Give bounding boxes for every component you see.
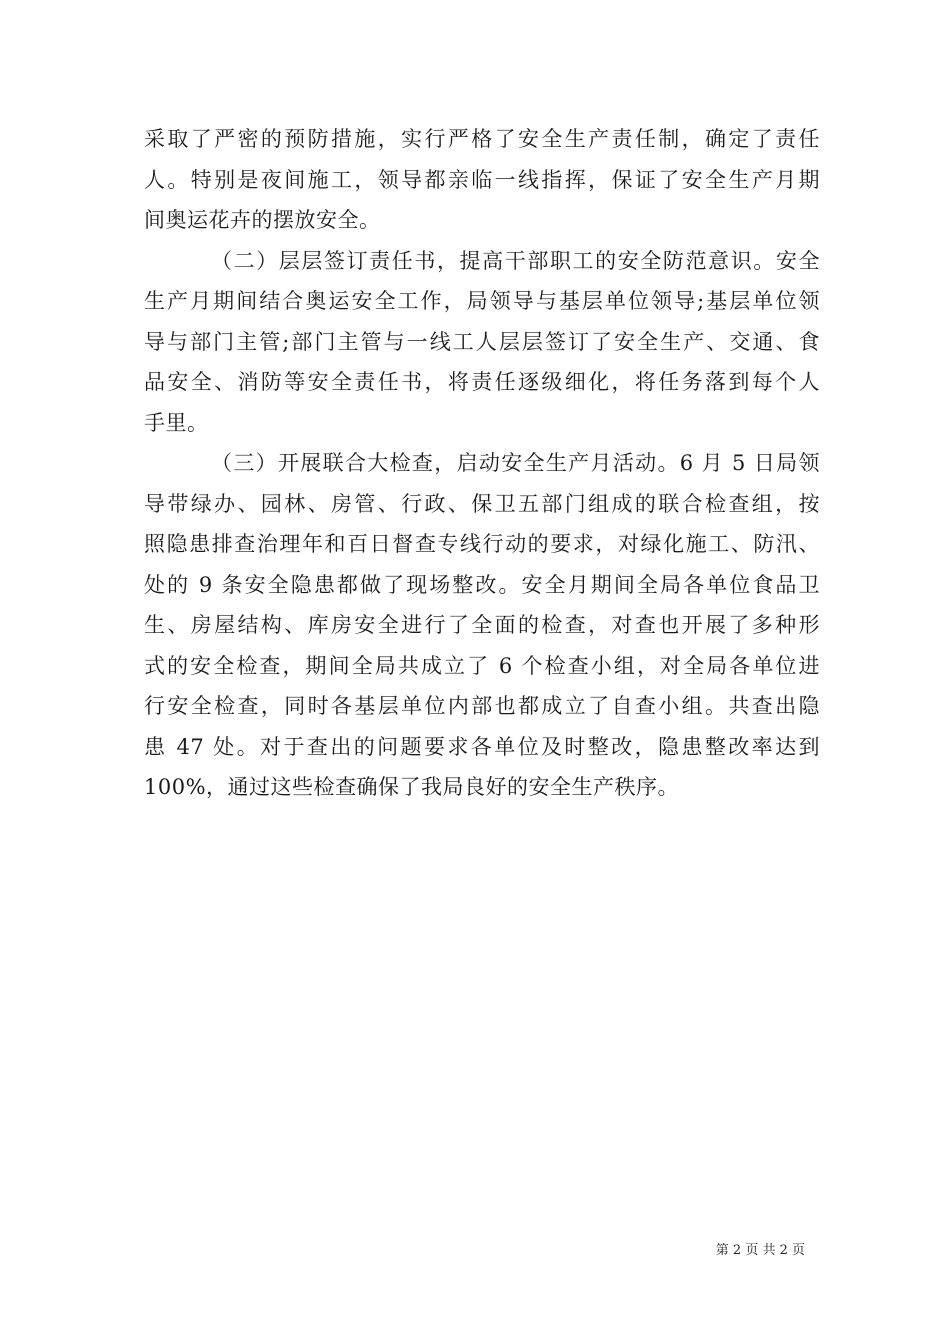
text-line: 生产月期间结合奥运安全工作，局领导与基层单位领导;基层单位领 [144, 289, 820, 313]
text-line: 手里。 [144, 410, 209, 435]
text-line: 人。特别是夜间施工，领导都亲临一线指挥，保证了安全生产月期 [144, 167, 820, 192]
body-text [144, 119, 820, 808]
page-number-footer: 第 2 页 共 2 页 [715, 1243, 805, 1258]
text-line: 导带绿办、园林、房管、行政、保卫五部门组成的联合检查组，按 [144, 491, 820, 516]
text-line: （二）层层签订责任书，提高干部职工的安全防范意识。安全 [211, 248, 820, 273]
text-line: 间奥运花卉的摆放安全。 [144, 208, 381, 232]
text-line: 品安全、消防等安全责任书，将责任逐级细化，将任务落到每个人 [144, 370, 820, 394]
text-line: 生、房屋结构、库房安全进行了全面的检查，对查也开展了多种形 [144, 613, 820, 637]
text-line: 患 47 处。对于查出的问题要求各单位及时整改，隐患整改率达到 [144, 734, 820, 759]
text-line: 导与部门主管;部门主管与一线工人层层签订了安全生产、交通、食 [144, 329, 820, 354]
text-line: 采取了严密的预防措施，实行严格了安全生产责任制，确定了责任 [144, 127, 820, 151]
text-line: 式的安全检查，期间全局共成立了 6 个检查小组，对全局各单位进 [144, 653, 820, 678]
text-line: 100%，通过这些检查确保了我局良好的安全生产秩序。 [144, 775, 680, 799]
text-line: 处的 9 条安全隐患都做了现场整改。安全月期间全局各单位食品卫 [144, 572, 820, 597]
text-line: 行安全检查，同时各基层单位内部也都成立了自查小组。共查出隐 [144, 694, 820, 718]
text-line: （三）开展联合大检查，启动安全生产月活动。6 月 5 日局领 [211, 451, 820, 475]
text-line: 照隐患排查治理年和百日督查专线行动的要求，对绿化施工、防汛、 [144, 532, 820, 556]
